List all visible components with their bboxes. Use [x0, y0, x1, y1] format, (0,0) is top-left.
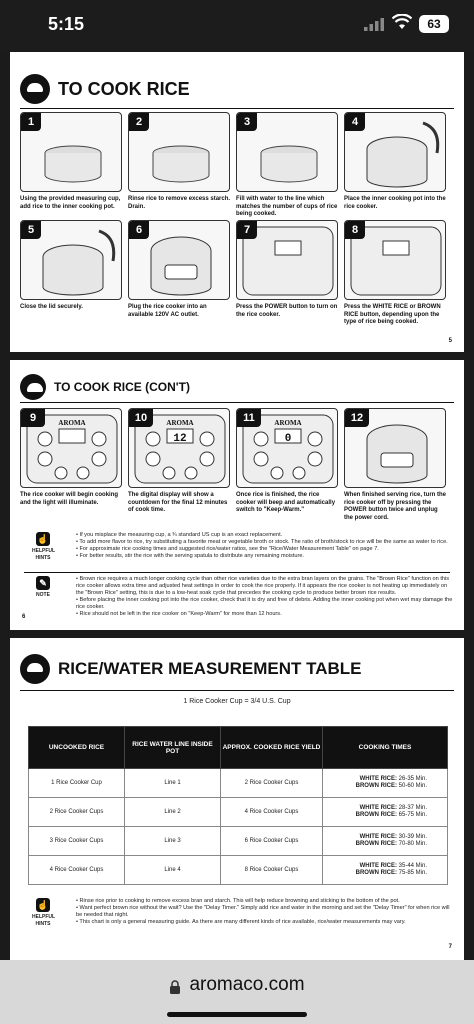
step-panel: [20, 220, 122, 300]
step-panel: [344, 220, 446, 300]
cell-water-line: Line 3: [125, 827, 221, 856]
step-panel: [128, 112, 230, 192]
url-field[interactable]: [145, 972, 329, 998]
svg-text:12: 12: [173, 433, 187, 445]
cell-yield: 6 Rice Cooker Cups: [221, 827, 323, 856]
step-number: 12: [345, 409, 369, 427]
step-number: 11: [237, 409, 261, 427]
table-row: [29, 769, 448, 798]
helpful-hints-box: [24, 898, 454, 926]
step-panel: [128, 220, 230, 300]
svg-text:AROMA: AROMA: [166, 419, 194, 427]
page-number: 7: [448, 944, 452, 950]
status-bar: [0, 0, 474, 50]
step-caption: When finished serving rice, turn the rice cooker off by pressing the POWER button twice and unplug the power cord.: [344, 492, 447, 521]
list-item: • Rice should not be left in the rice cooker on "Keep-Warm" for more than 12 hours.: [76, 611, 454, 618]
table-row: [29, 856, 448, 885]
col-header: RICE WATER LINE INSIDE POT: [125, 727, 221, 769]
cell-yield: 2 Rice Cooker Cups: [221, 769, 323, 798]
svg-text:AROMA: AROMA: [274, 419, 302, 427]
cell-cooking-times: WHITE RICE: 26-35 Min. BROWN RICE: 50-60 Min.: [323, 769, 448, 798]
rice-cooker-icon: [20, 74, 50, 104]
step-caption: Place the inner cooking pot into the rice cooker.: [344, 196, 446, 210]
rice-cooker-icon: [20, 654, 50, 684]
step-panel: [344, 408, 446, 488]
cell-cooking-times: WHITE RICE: 35-44 Min. BROWN RICE: 75-85 Min.: [323, 856, 448, 885]
table-row: [29, 798, 448, 827]
step-number: 4: [345, 113, 365, 131]
step-number: 1: [21, 113, 41, 131]
manual-page-7: [10, 638, 464, 960]
manual-page-5: [10, 52, 464, 352]
url-text: aromaco.com: [189, 974, 305, 995]
status-time: 5:15: [48, 14, 85, 34]
note-icon: ✎ NOTE: [36, 578, 50, 598]
section-title-measurement-table: RICE/WATER MEASUREMENT TABLE: [20, 654, 361, 684]
helpful-hints-icon: ☝ HELPFUL HINTS: [32, 534, 56, 561]
lock-icon: [169, 978, 181, 992]
step-number: 8: [345, 221, 365, 239]
step-caption: The rice cooker will begin cooking and the light will illuminate.: [20, 492, 119, 506]
step-number: 5: [21, 221, 41, 239]
step-number: 9: [21, 409, 45, 427]
table-subtitle: 1 Rice Cooker Cup = 3/4 U.S. Cup: [183, 698, 291, 705]
col-header: UNCOOKED RICE: [29, 727, 125, 769]
list-item: • If you misplace the measuring cup, a ¾ standard US cup is an exact replacement.: [76, 532, 454, 539]
step-panel: [236, 220, 338, 300]
list-item: • To add more flavor to rice, try substituting a favorite meat or vegetable broth or stock. The ratio of broth/stock to rice will be the same as water to rice.: [76, 539, 454, 546]
step-caption: The digital display will show a countdown for the final 12 minutes of cook time.: [128, 492, 228, 513]
cell-water-line: Line 2: [125, 798, 221, 827]
cell-cooking-times: WHITE RICE: 30-39 Min. BROWN RICE: 70-80 Min.: [323, 827, 448, 856]
step-panel: [20, 112, 122, 192]
col-header: COOKING TIMES: [323, 727, 448, 769]
step-number: 7: [237, 221, 257, 239]
step-panel: [236, 408, 338, 488]
list-item: • For approximate rice cooking times and suggested rice/water ratios, see the "Rice/Water Measurement Table" on page 7.: [76, 546, 454, 553]
step-number: 10: [129, 409, 153, 427]
svg-text:0: 0: [284, 433, 292, 445]
cell-uncooked: 3 Rice Cooker Cups: [29, 827, 125, 856]
list-item: • For better results, stir the rice with the serving spatula to distribute any remaining moisture.: [76, 553, 454, 560]
cell-cooking-times: WHITE RICE: 28-37 Min. BROWN RICE: 65-75 Min.: [323, 798, 448, 827]
step-number: 3: [237, 113, 257, 131]
step-caption: Once rice is finished, the rice cooker will beep and automatically switch to "Keep-Warm.": [236, 492, 336, 513]
cell-uncooked: 2 Rice Cooker Cups: [29, 798, 125, 827]
cellular-signal-icon: [364, 18, 384, 31]
cell-yield: 4 Rice Cooker Cups: [221, 798, 323, 827]
page-number: 6: [22, 614, 26, 620]
wifi-icon: [392, 14, 412, 30]
list-item: • Before placing the inner cooking pot into the rice cooker, check that it is dry and free of debris. Adding the inner cooking pot when wet may damage the rice cooker.: [76, 597, 454, 611]
helpful-hints-box: [24, 532, 454, 560]
step-panel: [236, 112, 338, 192]
cell-water-line: Line 1: [125, 769, 221, 798]
rice-water-table: [28, 726, 448, 885]
svg-text:AROMA: AROMA: [58, 419, 86, 427]
step-number: 2: [129, 113, 149, 131]
step-caption: Plug the rice cooker into an available 120V AC outlet.: [128, 304, 207, 318]
step-caption: Press the POWER button to turn on the rice cooker.: [236, 304, 338, 318]
list-item: • Brown rice requires a much longer cooking cycle than other rice varieties due to the extra bran layers on the grains. The "Brown Rice" function on this rice cooker allows extra time and adjusted heat settings in order to cook the rice properly. If it appears the rice cooker is not heating up immediately on the "Brown Rice" setting, this is due to a low-heat soak cycle that precedes the cooking cycle to produce better brown rice results.: [76, 576, 454, 597]
note-box: [24, 576, 454, 618]
section-title-cook-rice: TO COOK RICE: [20, 74, 190, 104]
cell-uncooked: 4 Rice Cooker Cups: [29, 856, 125, 885]
table-row: [29, 827, 448, 856]
step-number: 6: [129, 221, 149, 239]
home-indicator[interactable]: [167, 1012, 307, 1017]
col-header: APPROX. COOKED RICE YIELD: [221, 727, 323, 769]
step-panel: [20, 408, 122, 488]
rice-cooker-icon: [20, 374, 46, 400]
step-caption: Press the WHITE RICE or BROWN RICE button, depending upon the type of rice being cooked.: [344, 304, 441, 325]
list-item: • This chart is only a general measuring guide. As there are many different kinds of rice available, rice/water measurements may vary.: [76, 919, 454, 926]
list-item: • Rinse rice prior to cooking to remove excess bran and starch. This will help reduce browning and sticking to the bottom of the pot.: [76, 898, 454, 905]
list-item: • Want perfect brown rice without the wait? Use the "Delay Timer." Simply add rice and water in the morning and set the "Delay Timer" for when rice will be needed that night.: [76, 905, 454, 919]
cell-uncooked: 1 Rice Cooker Cup: [29, 769, 125, 798]
step-caption: Using the provided measuring cup, add rice to the inner cooking pot.: [20, 196, 121, 210]
helpful-hints-icon: ☝ HELPFUL HINTS: [32, 900, 56, 927]
battery-indicator: 63: [419, 15, 449, 33]
browser-address-bar: [0, 960, 474, 1024]
step-caption: Fill with water to the line which matches the number of cups of rice being cooked.: [236, 196, 338, 217]
step-caption: Close the lid securely.: [20, 304, 83, 310]
step-panel: [344, 112, 446, 192]
step-panel: [128, 408, 230, 488]
page-number: 5: [448, 338, 452, 344]
step-caption: Rinse rice to remove excess starch. Drain.: [128, 196, 231, 210]
manual-page-6: [10, 360, 464, 630]
cell-water-line: Line 4: [125, 856, 221, 885]
section-title-cook-rice-cont: TO COOK RICE (CON'T): [20, 374, 190, 400]
cell-yield: 8 Rice Cooker Cups: [221, 856, 323, 885]
